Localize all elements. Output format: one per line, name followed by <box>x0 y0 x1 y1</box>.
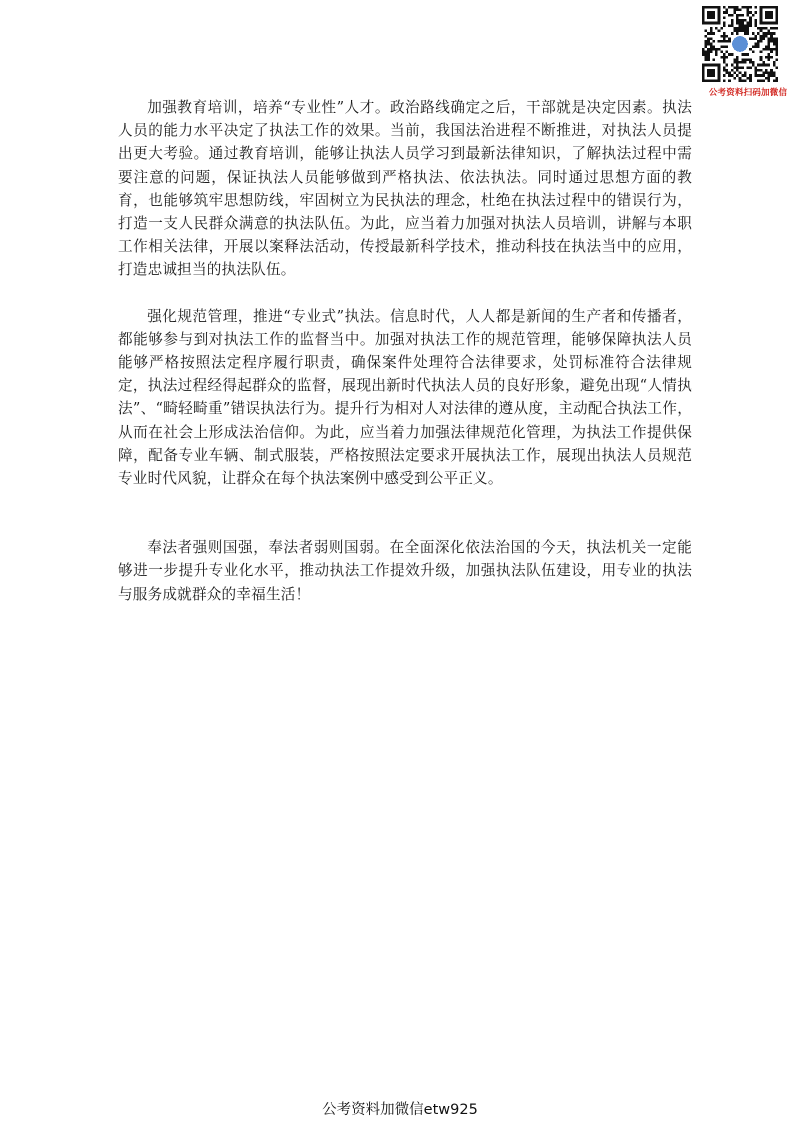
page-footer: 公考资料加微信etw925 <box>322 1102 478 1118</box>
qr-caption: 公考资料扫码加微信 <box>708 88 788 98</box>
article-body <box>118 96 692 606</box>
qr-code-block <box>696 4 800 104</box>
paragraph-conclusion: 奉法者强则国强，奉法者弱则国弱。在全面深化依法治国的今天，执法机关一定能够进一步提升专业化水平，推动执法工作提效升级，加强执法队伍建设，用专业的执法与服务成就群众的幸福生活！ <box>118 539 692 603</box>
paragraph-education-training: 加强教育培训，培养“专业性”人才。政治路线确定之后，干部就是决定因素。执法人员的能力水平决定了执法工作的效果。当前，我国法治进程不断推进，对执法人员提出更大考验。通过教育培训，能够让执法人员学习到最新法律知识，了解执法过程中需要注意的问题，保证执法人员能够做到严格执法、依法执法。同时通过思想方面的教育，也能够筑牢思想防线，牢固树立为民执法的理念，杜绝在执法过程中的错误行为，打造一支人民群众满意的执法队伍。为此，应当着力加强对执法人员培训，讲解与本职工作相关法律，开展以案释法活动，传授最新科学技术，推动科技在执法当中的应用，打造忠诚担当的执法队伍。 <box>118 99 692 279</box>
paragraph-standardized-management: 强化规范管理，推进“专业式”执法。信息时代，人人都是新闻的生产者和传播者，都能够参与到对执法工作的监督当中。加强对执法工作的规范管理，能够保障执法人员能够严格按照法定程序履行职责，确保案件处理符合法律要求，处罚标准符合法律规定，执法过程经得起群众的监督，展现出新时代执法人员的良好形象，避免出现“人情执法”、“畸轻畸重”错误执法行为。提升行为相对人对法律的遵从度，主动配合执法工作，从而在社会上形成法治信仰。为此，应当着力加强法律规范化管理，为执法工作提供保障，配备专业车辆、制式服装，严格按照法定要求开展执法工作，展现出执法人员规范专业时代风貌，让群众在每个执法案例中感受到公平正义。 <box>118 307 692 488</box>
qr-code-icon <box>702 6 778 82</box>
